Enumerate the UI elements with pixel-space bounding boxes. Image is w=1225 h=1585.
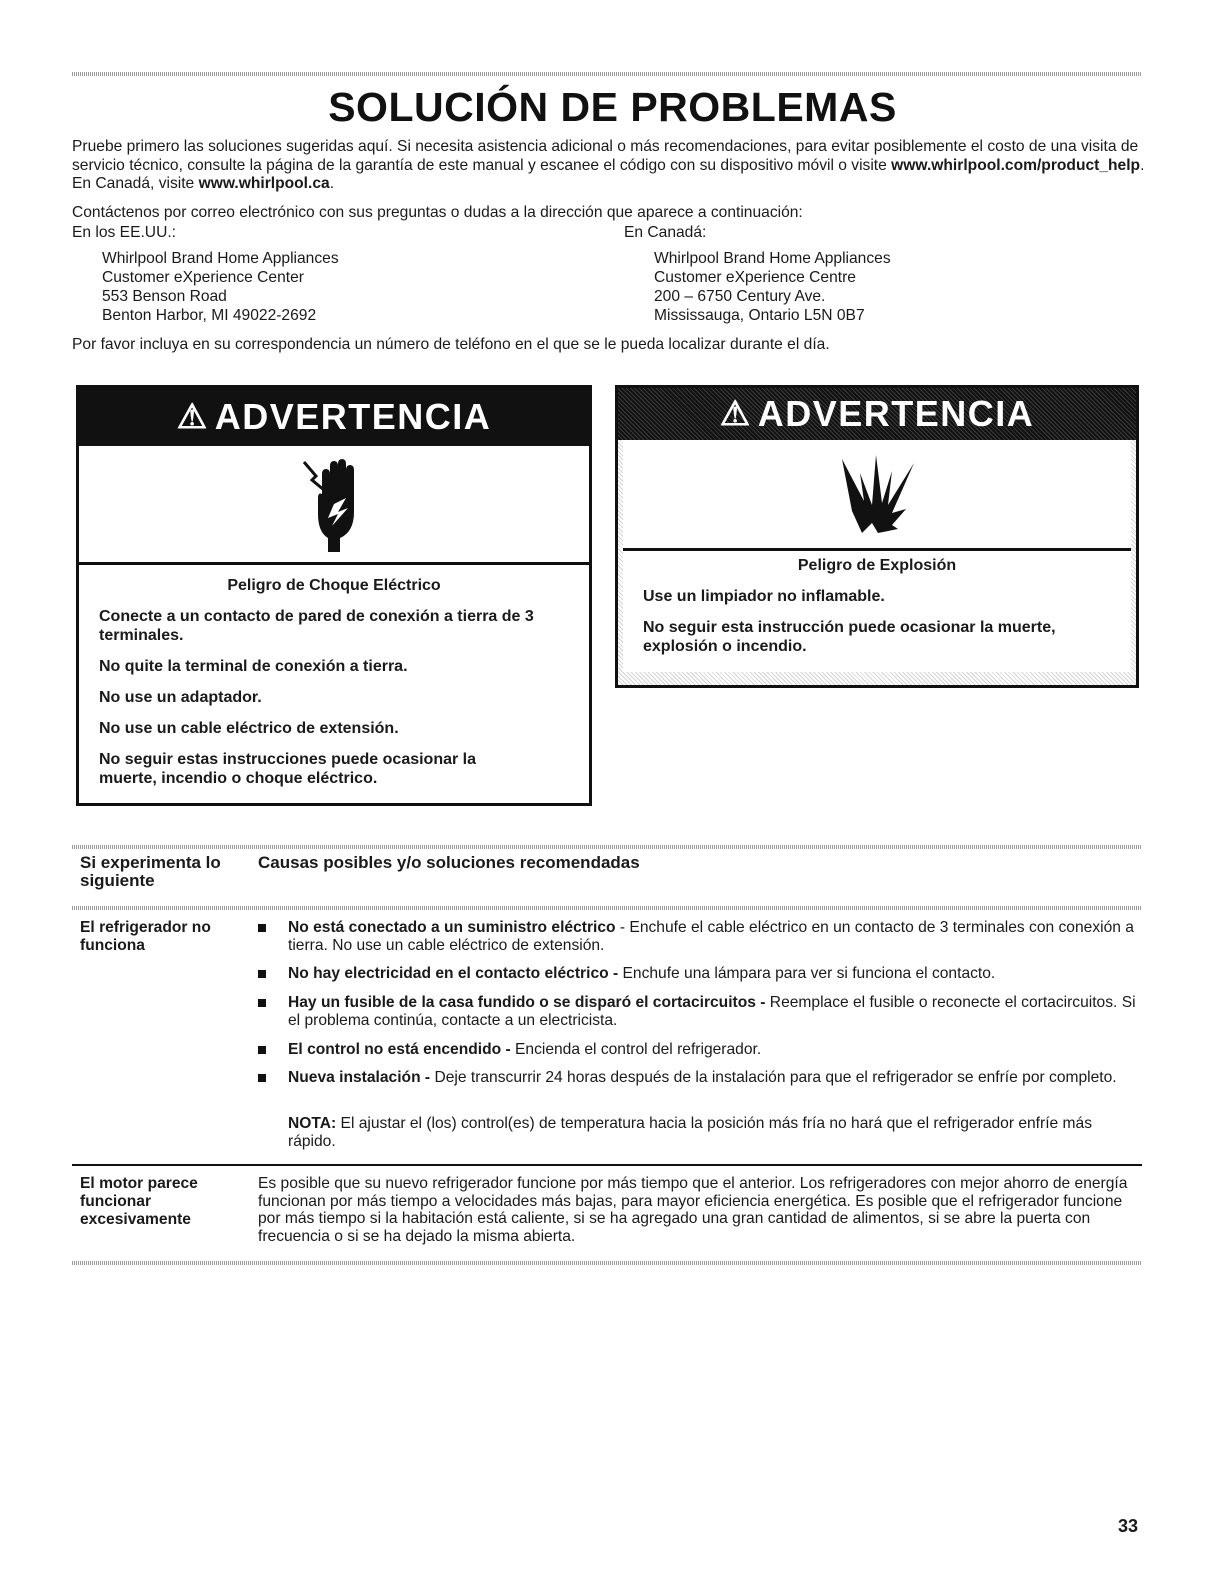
explosion-icon <box>623 440 1131 551</box>
warning-line: No quite la terminal de conexión a tierra. <box>99 658 408 675</box>
table-header-col2: Causas posibles y/o soluciones recomendadas <box>258 853 640 872</box>
warning-electric-shock <box>76 385 592 806</box>
warning-header-text: ADVERTENCIA <box>757 393 1035 434</box>
bullet-icon <box>258 999 266 1007</box>
page-title: SOLUCIÓN DE PROBLEMAS <box>328 84 897 130</box>
list-item <box>258 919 1138 954</box>
warning-line: No use un adaptador. <box>99 689 262 706</box>
bullet-icon <box>258 970 266 978</box>
address-line: Customer eXperience Centre <box>654 268 856 286</box>
list-item <box>258 994 1138 1029</box>
intro-paragraph <box>72 138 1147 194</box>
table-header-col1: Si experimenta lo siguiente <box>80 853 221 890</box>
cause-solution: - Enchufe el cable eléctrico en un contacto de 3 terminales con conexión a tierra. No use un cable eléctrico de extensión. <box>288 919 1134 954</box>
bullet-icon <box>258 924 266 932</box>
address-us <box>72 224 339 326</box>
warning-line: No seguir estas instrucciones puede ocasionar la muerte, incendio o choque eléctrico. <box>99 751 477 787</box>
warning-triangle-icon: ⚠ <box>719 395 752 433</box>
table-header-divider <box>72 906 1142 910</box>
address-line: Whirlpool Brand Home Appliances <box>654 249 891 267</box>
cause-title: El control no está encendido - <box>288 1041 511 1058</box>
note-text: El ajustar el (los) control(es) de temperatura hacia la posición más fría no hará que el refrigerador enfríe más rápido. <box>288 1115 1093 1150</box>
address-ca <box>624 224 891 326</box>
intro-text: . En Canadá, visite <box>72 156 1145 192</box>
cause-title: No hay electricidad en el contacto eléctrico - <box>288 965 619 982</box>
warning-triangle-icon: ⚠ <box>176 398 209 436</box>
contact-line: Contáctenos por correo electrónico con sus preguntas o dudas a la dirección que aparece a continuación: <box>72 204 803 221</box>
warning-subtitle: Peligro de Explosión <box>797 557 957 574</box>
cause-solution: Deje transcurrir 24 horas después de la instalación para que el refrigerador se enfríe por completo. <box>430 1069 1117 1086</box>
bullet-icon <box>258 1074 266 1082</box>
warning-subtitle: Peligro de Choque Eléctrico <box>227 577 441 594</box>
list-item <box>258 965 1138 983</box>
address-line: 553 Benson Road <box>102 287 227 305</box>
cause-title: No está conectado a un suministro eléctrico <box>288 919 616 936</box>
list-item <box>258 1041 1138 1059</box>
row-divider <box>72 1164 1142 1166</box>
warning-header-text: ADVERTENCIA <box>214 396 492 437</box>
list-item <box>258 1069 1138 1087</box>
table-top-divider <box>72 845 1142 849</box>
address-line: Whirlpool Brand Home Appliances <box>102 249 339 267</box>
intro-text: . <box>329 175 335 192</box>
table-row-label: El refrigerador no funciona <box>80 919 211 954</box>
note <box>288 1115 1138 1150</box>
address-line: Mississauga, Ontario L5N 0B7 <box>654 306 865 324</box>
table-bottom-divider <box>72 1261 1142 1265</box>
bullet-icon <box>258 1046 266 1054</box>
cause-title: Nueva instalación - <box>288 1069 431 1086</box>
warning-line: Use un limpiador no inflamable. <box>643 588 885 605</box>
intro-text: Pruebe primero las soluciones sugeridas aquí. Si necesita asistencia adicional o más recomendaciones, para evitar posiblemente el costo de una visita de servicio técnico, consulte la página de la garantía de este manual y escanee el código con su dispositivo móvil o visite <box>72 138 1139 174</box>
warning-line: Conecte a un contacto de pared de conexión a tierra de 3 terminales. <box>99 608 534 644</box>
link-whirlpool-us[interactable]: www.whirlpool.com/product_help <box>891 156 1141 174</box>
warning-explosion <box>615 385 1139 688</box>
row-solution-text: Es posible que su nuevo refrigerador funcione por más tiempo que el anterior. Los refrigeradores con mejor ahorro de energía funcionan por más tiempo a velocidades más bajas, para mayor eficiencia energética. Es posible que el refrigerador funcione por más tiempo si la habitación está caliente, si se ha agregado una gran cantidad de alimentos, si se abre la puerta con frecuencia o si se ha dejado la misma abierta. <box>258 1175 1128 1245</box>
electric-shock-icon <box>79 446 589 565</box>
page-number: 33 <box>1118 1516 1139 1536</box>
address-ca-label: En Canadá: <box>624 224 707 241</box>
link-whirlpool-ca[interactable]: www.whirlpool.ca <box>198 175 330 192</box>
warning-line: No use un cable eléctrico de extensión. <box>99 720 399 737</box>
cause-title: Hay un fusible de la casa fundido o se disparó el cortacircuitos - <box>288 994 766 1011</box>
cause-solution: Reemplace el fusible o reconecte el cortacircuitos. Si el problema continúa, contacte a un electricista. <box>288 994 1136 1029</box>
phone-note: Por favor incluya en su correspondencia un número de teléfono en el que se le pueda localizar durante el día. <box>72 336 830 353</box>
cause-solution: Encienda el control del refrigerador. <box>510 1041 762 1058</box>
warning-line: No seguir esta instrucción puede ocasionar la muerte, explosión o incendio. <box>643 619 1056 655</box>
cause-solution: Enchufe una lámpara para ver si funciona el contacto. <box>618 965 996 982</box>
table-row-label: El motor parece funcionar excesivamente <box>80 1175 198 1228</box>
address-us-label: En los EE.UU.: <box>72 224 176 241</box>
address-line: 200 – 6750 Century Ave. <box>654 287 826 305</box>
note-label: NOTA: <box>288 1115 337 1132</box>
warning-header <box>618 388 1136 440</box>
warning-header <box>79 388 589 446</box>
address-line: Benton Harbor, MI 49022-2692 <box>102 306 317 324</box>
address-line: Customer eXperience Center <box>102 268 304 286</box>
top-divider <box>72 72 1142 76</box>
